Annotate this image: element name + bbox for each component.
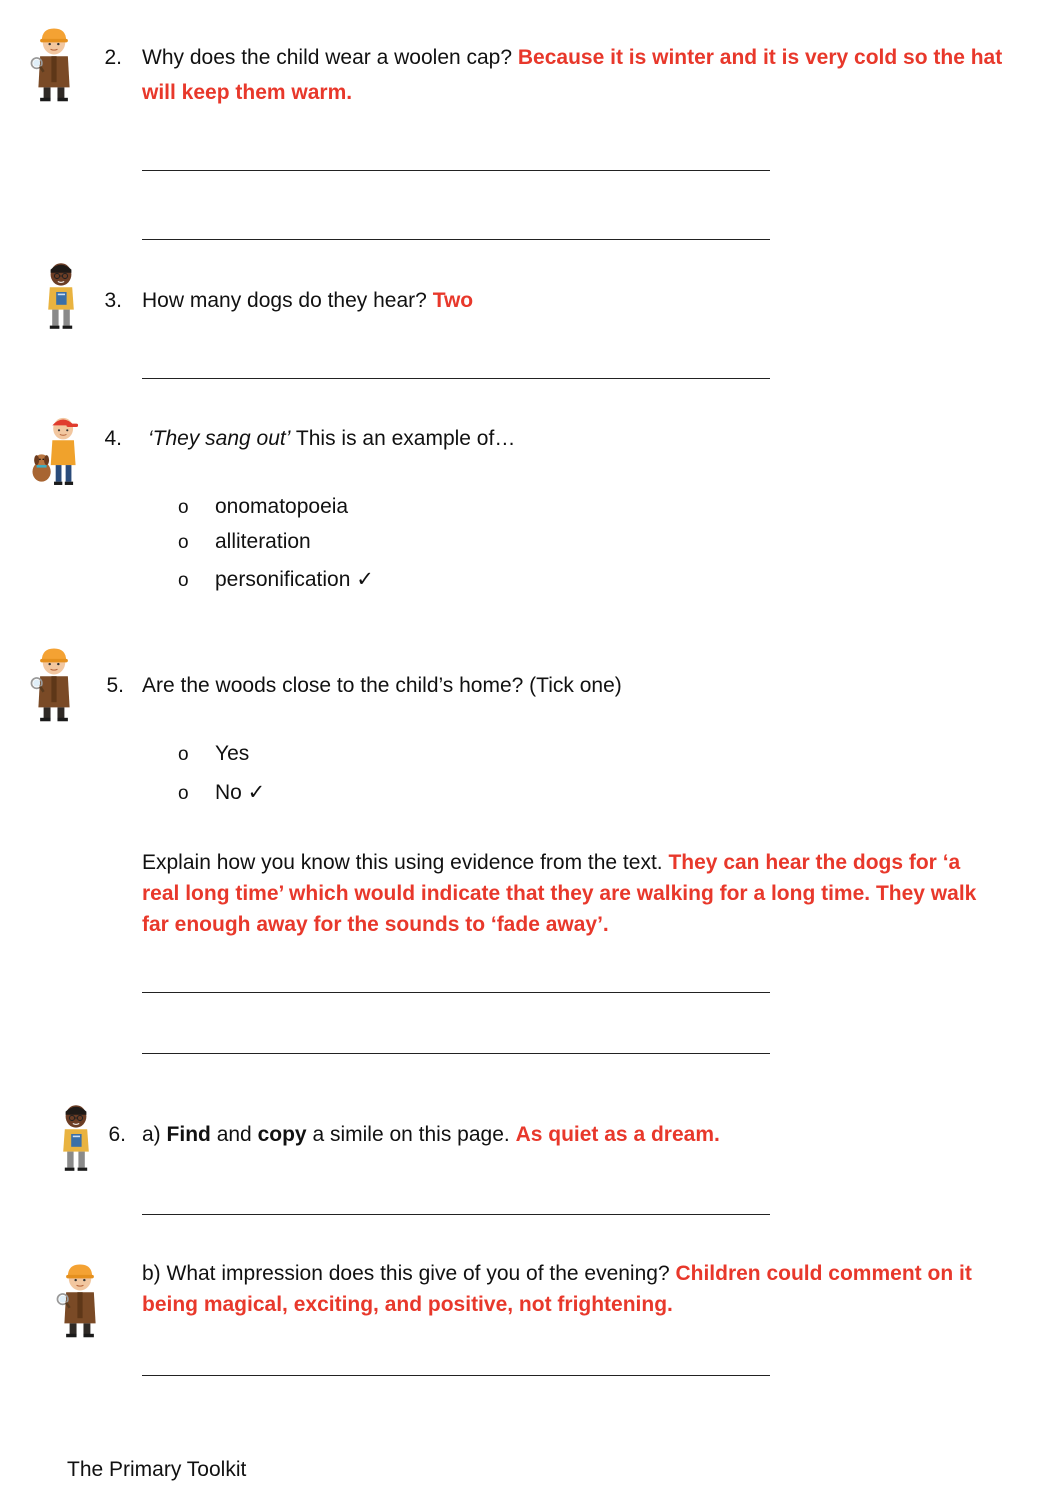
question-number: 5. <box>106 674 124 697</box>
option-bullet: o <box>178 532 189 553</box>
question-4 <box>148 421 515 456</box>
option-item[interactable] <box>178 780 265 805</box>
question-6a <box>142 1117 720 1152</box>
answer-line <box>142 239 770 240</box>
option-label: Yes <box>215 742 250 765</box>
answer-line <box>142 170 770 171</box>
bold-word-find: Find <box>166 1123 211 1146</box>
question-3 <box>142 283 473 318</box>
question-text: How many dogs do they hear? <box>142 289 427 312</box>
word-and: and <box>216 1123 252 1146</box>
option-label: personification ✓ <box>215 568 374 591</box>
question-text: Why does the child wear a woolen cap? <box>142 46 513 69</box>
answer-text: As quiet as a dream. <box>515 1123 720 1146</box>
question-text: b) What impression does this give of you of the evening? <box>142 1262 670 1285</box>
answer-text: Children could comment on it being magical, exciting, and positive, not frightening. <box>142 1262 972 1316</box>
explain-answer: They can hear the dogs for ‘a real long time’ which would indicate that they are walking for a long time. They walk far enough away for the sounds to ‘fade away’. <box>142 851 977 936</box>
option-label: No ✓ <box>215 781 266 804</box>
part-label: a) <box>142 1123 161 1146</box>
question-number: 6. <box>108 1123 126 1146</box>
option-item[interactable] <box>178 495 348 519</box>
detective-character-icon <box>28 640 80 728</box>
option-item[interactable] <box>178 742 249 766</box>
option-item[interactable] <box>178 530 311 554</box>
option-label: onomatopoeia <box>215 495 349 518</box>
question-text: This is an example of… <box>295 427 516 450</box>
answer-text: Because it is winter and it is very cold so the hat will keep them warm. <box>142 46 1003 104</box>
footer-text: The Primary Toolkit <box>67 1458 247 1481</box>
question-6b <box>142 1258 1000 1320</box>
explain-block <box>142 847 1000 940</box>
option-item[interactable] <box>178 567 374 592</box>
quote-text: ‘They sang out’ <box>148 427 291 450</box>
explain-prompt: Explain how you know this using evidence from the text. <box>142 851 663 874</box>
option-bullet: o <box>178 570 189 591</box>
boy-with-dog-character-icon <box>30 408 88 494</box>
question-number: 3. <box>104 289 122 312</box>
answer-line <box>142 378 770 379</box>
question-number: 4. <box>104 427 122 450</box>
detective-character-icon <box>54 1256 106 1344</box>
reader-character-icon <box>52 1094 100 1182</box>
option-label: alliteration <box>215 530 311 553</box>
reader-character-icon <box>37 252 85 340</box>
option-bullet: o <box>178 744 189 765</box>
question-text: a simile on this page. <box>312 1123 510 1146</box>
detective-character-icon <box>28 20 80 108</box>
option-bullet: o <box>178 497 189 518</box>
question-2 <box>142 40 1012 110</box>
answer-line <box>142 1053 770 1054</box>
option-bullet: o <box>178 783 189 804</box>
question-text: Are the woods close to the child’s home? (Tick one) <box>142 674 622 697</box>
answer-line <box>142 1214 770 1215</box>
question-number: 2. <box>104 46 122 69</box>
answer-text: Two <box>432 289 474 312</box>
answer-line <box>142 992 770 993</box>
bold-word-copy: copy <box>257 1123 307 1146</box>
answer-line <box>142 1375 770 1376</box>
